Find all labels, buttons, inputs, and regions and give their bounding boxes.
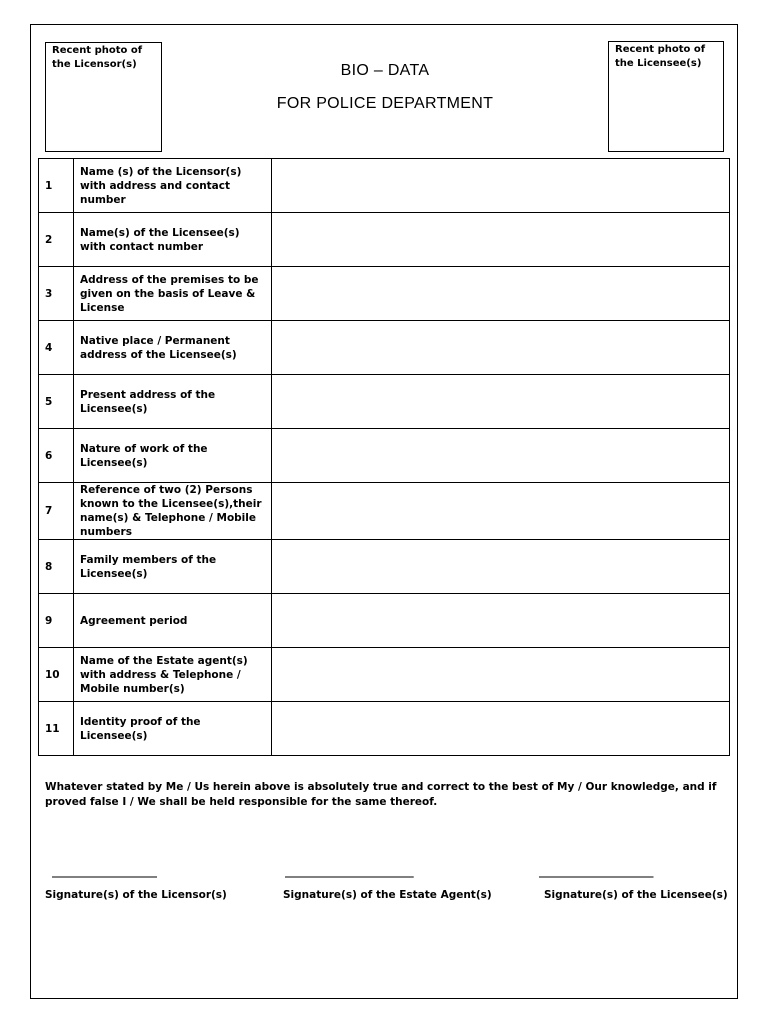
table-row	[39, 594, 730, 648]
estate-agent-signature-label: Signature(s) of the Estate Agent(s)	[283, 889, 492, 901]
row-number: 2	[39, 213, 74, 267]
row-label: Name(s) of the Licensee(s) with contact number	[74, 213, 272, 267]
bio-data-table	[38, 158, 730, 756]
row-number: 8	[39, 540, 74, 594]
row-label: Identity proof of the Licensee(s)	[74, 702, 272, 756]
row-number: 6	[39, 429, 74, 483]
row-label: Present address of the Licensee(s)	[74, 375, 272, 429]
licensor-photo-label: Recent photo of the Licensor(s)	[52, 45, 143, 70]
entry-field[interactable]	[272, 540, 730, 594]
licensee-photo-label: Recent photo of the Licensee(s)	[615, 44, 706, 69]
licensee-signature-line[interactable]: ________________________	[539, 866, 653, 878]
row-number: 5	[39, 375, 74, 429]
table-row	[39, 267, 730, 321]
table-row	[39, 321, 730, 375]
table-row	[39, 213, 730, 267]
entry-field[interactable]	[272, 375, 730, 429]
table-row	[39, 540, 730, 594]
entry-field[interactable]	[272, 702, 730, 756]
table-row	[39, 429, 730, 483]
licensee-signature-label: Signature(s) of the Licensee(s)	[544, 889, 728, 901]
row-number: 9	[39, 594, 74, 648]
licensee-photo-box	[608, 41, 724, 152]
entry-field[interactable]	[272, 159, 730, 213]
entry-field[interactable]	[272, 321, 730, 375]
licensor-signature-label: Signature(s) of the Licensor(s)	[45, 889, 227, 901]
declaration-text: Whatever stated by Me / Us herein above is absolutely true and correct to the best of My / Our knowledge, and if proved false I / We shall be held responsible for the same thereof.	[45, 781, 717, 808]
row-number: 7	[39, 483, 74, 540]
row-number: 10	[39, 648, 74, 702]
entry-field[interactable]	[272, 483, 730, 540]
table-row	[39, 483, 730, 540]
entry-field[interactable]	[272, 429, 730, 483]
table-row	[39, 702, 730, 756]
estate-agent-signature-line[interactable]: ___________________________	[285, 866, 414, 878]
row-label: Name of the Estate agent(s) with address & Telephone / Mobile number(s)	[74, 648, 272, 702]
entry-field[interactable]	[272, 267, 730, 321]
row-label: Native place / Permanent address of the Licensee(s)	[74, 321, 272, 375]
row-label: Address of the premises to be given on the basis of Leave & License	[74, 267, 272, 321]
row-number: 11	[39, 702, 74, 756]
entry-field[interactable]	[272, 594, 730, 648]
entry-field[interactable]	[272, 648, 730, 702]
entry-field[interactable]	[272, 213, 730, 267]
document-title: BIO – DATA	[340, 62, 430, 79]
row-number: 1	[39, 159, 74, 213]
table-row	[39, 648, 730, 702]
licensor-signature-line[interactable]: ______________________	[52, 866, 157, 878]
table-row	[39, 375, 730, 429]
row-label: Name (s) of the Licensor(s) with address and contact number	[74, 159, 272, 213]
row-number: 3	[39, 267, 74, 321]
row-label: Nature of work of the Licensee(s)	[74, 429, 272, 483]
table-row	[39, 159, 730, 213]
licensor-photo-box	[45, 42, 162, 152]
row-label: Reference of two (2) Persons known to the Licensee(s),their name(s) & Telephone / Mobile numbers	[74, 483, 272, 540]
row-label: Family members of the Licensee(s)	[74, 540, 272, 594]
row-number: 4	[39, 321, 74, 375]
document-subtitle: FOR POLICE DEPARTMENT	[276, 95, 494, 112]
row-label: Agreement period	[74, 594, 272, 648]
